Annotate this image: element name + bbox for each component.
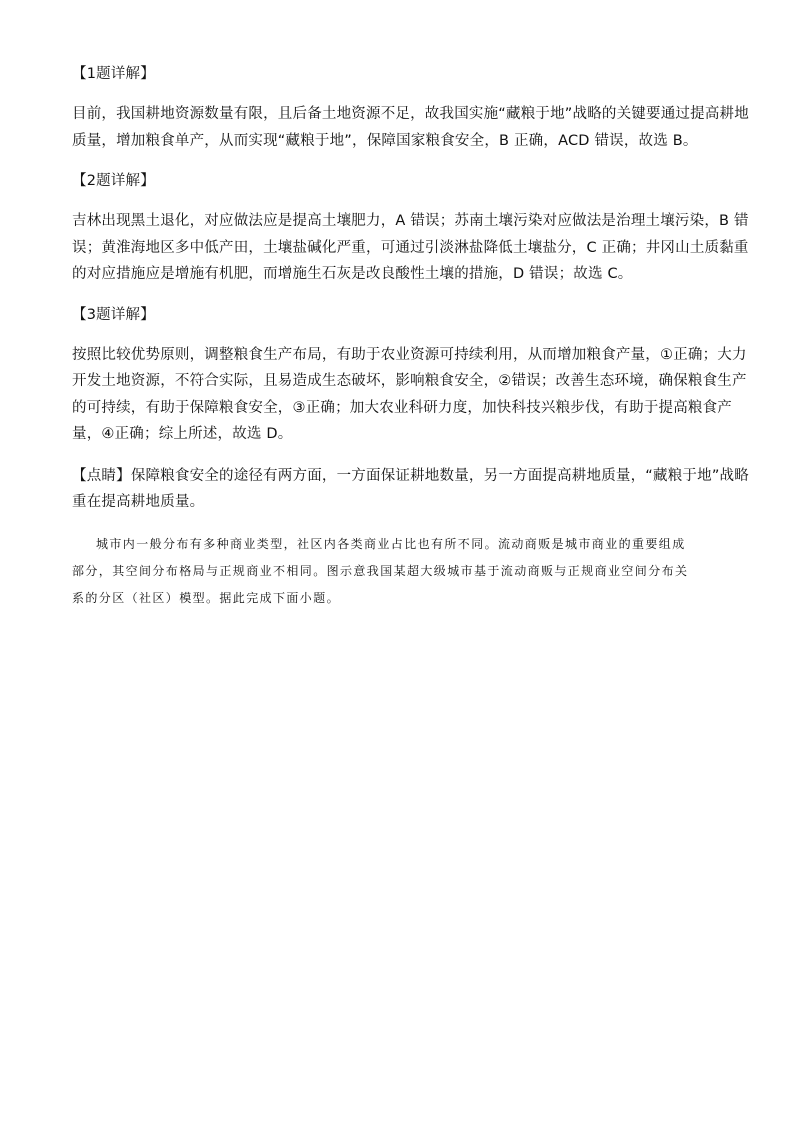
intro-line-1: 城市内一般分布有多种商业类型，社区内各类商业占比也有所不同。流动商贩是城市商业的重要组成 [96, 536, 686, 551]
section-2-line-1: 吉林出现黑土退化，对应做法应是提高土壤肥力，A 错误；苏南土壤污染对应做法是治理土壤污染，B 错 [72, 213, 749, 229]
dianjing-label: 【点睛】 [72, 467, 131, 484]
section-1-explanation [72, 101, 749, 154]
dianjing-line-1 [72, 463, 749, 490]
section-1-heading: 【1题详解】 [72, 66, 155, 82]
section-3-line-2: 开发土地资源，不符合实际，且易造成生态破坏，影响粮食安全，②错误；改善生态环境，确保粮食生产 [72, 373, 747, 389]
section-1-line-2: 质量，增加粮食单产，从而实现“藏粮于地”，保障国家粮食安全，B 正确，ACD 错误，故选 B。 [72, 132, 698, 149]
question-intro [72, 531, 720, 612]
intro-line-2: 部分，其空间分布格局与正规商业不相同。图示意我国某超大级城市基于流动商贩与正规商业空间分布关 [72, 563, 689, 578]
section-3-explanation [72, 342, 747, 448]
section-3-line-3: 的可持续，有助于保障粮食安全，③正确；加大农业科研力度，加快科技兴粮步伐，有助于提高粮食产 [72, 399, 732, 416]
section-2-line-2: 误；黄淮海地区多中低产田，土壤盐碱化严重，可通过引淡淋盐降低土壤盐分，C 正确；井冈山土质黏重 [72, 239, 749, 256]
intro-line-3: 系的分区（社区）模型。据此完成下面小题。 [72, 590, 341, 605]
section-1-line-1: 目前，我国耕地资源数量有限，且后备土地资源不足，故我国实施“藏粮于地”战略的关键要通过提高耕地 [72, 106, 749, 122]
section-3-line-4: 量，④正确；综上所述，故选 D。 [72, 426, 293, 442]
section-2-heading: 【2题详解】 [72, 173, 155, 189]
dianjing-line-2: 重在提高耕地质量。 [72, 494, 205, 510]
document-page [72, 62, 749, 612]
section-2-line-3: 的对应措施应是增施有机肥，而增施生石灰是改良酸性土壤的措施，D 错误；故选 C。 [72, 266, 633, 282]
dianjing-text-1: 保障粮食安全的途径有两方面，一方面保证耕地数量，另一方面提高耕地质量，“藏粮于地”战略 [130, 467, 749, 484]
section-2-explanation [72, 208, 749, 288]
section-3-line-1: 按照比较优势原则，调整粮食生产布局，有助于农业资源可持续利用，从而增加粮食产量，①正确；大力 [72, 346, 747, 363]
section-3-heading: 【3题详解】 [72, 306, 155, 323]
dianjing-note [72, 463, 749, 516]
